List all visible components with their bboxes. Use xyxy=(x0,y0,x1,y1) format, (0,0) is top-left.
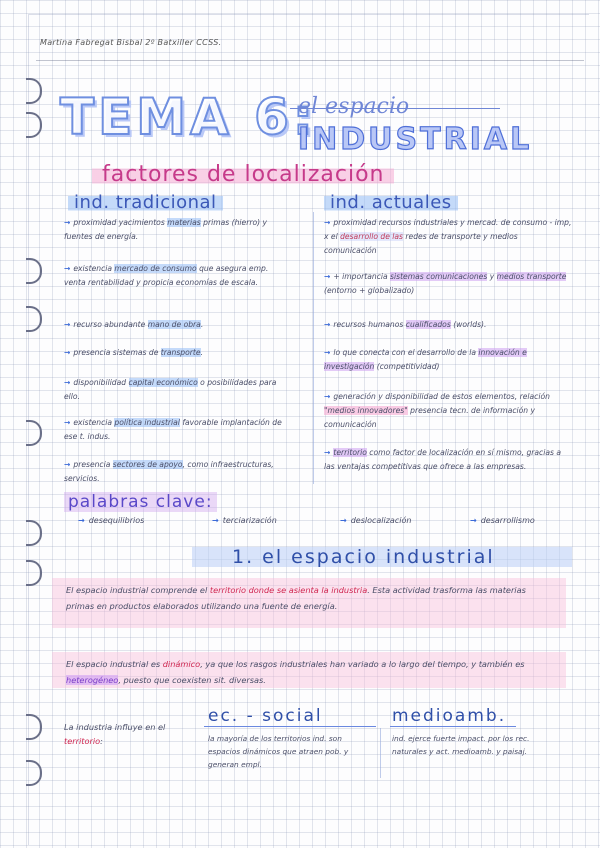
list-item: → recursos humanos cualificados (worlds). xyxy=(324,320,487,329)
header-divider xyxy=(36,60,584,61)
influence-label: La industria influye en el territorio: xyxy=(64,722,166,746)
list-item: → proximidad yacimientos materias primas (hierro) y fuentes de energía. xyxy=(64,218,267,241)
list-item: → generación y disponibilidad de estos elementos, relación "medios innovadores" presencia tecn. de información y comunicación xyxy=(324,392,550,429)
sub-column-divider xyxy=(380,728,381,778)
medioamb-underline xyxy=(390,726,516,727)
ec-social-heading: ec. - social xyxy=(208,706,323,726)
factores-heading: factores de localización xyxy=(92,162,394,187)
paragraph-dynamics: El espacio industrial es dinámico, ya que los rasgos industriales han variado a lo largo del tiempo, y también es heterogéneo, puesto que coexisten sit. diversas. xyxy=(66,659,525,685)
tema-title: TEMA 6: xyxy=(60,88,317,146)
list-item: → proximidad recursos industriales y mercad. de consumo - imp, x el desarrollo de las redes de transporte y medios comunicación xyxy=(324,218,572,255)
keyword-item: → deslocalización xyxy=(340,516,412,525)
list-item: → existencia política industrial favorable implantación de ese t. indus. xyxy=(64,418,282,441)
keyword-item: → desarrollismo xyxy=(470,516,535,525)
keyword-item: → desequilibrios xyxy=(78,516,145,525)
subtitle-big: INDUSTRIAL xyxy=(298,122,533,157)
list-item: → disponibilidad capital económico o posibilidades para ello. xyxy=(64,378,277,401)
author-header: Martina Fabregat Bisbal 2º Batxiller CCSS. xyxy=(40,38,222,47)
keyword-item: → terciarización xyxy=(212,516,277,525)
paragraph-definition: El espacio industrial comprende el territorio donde se asienta la industria. Esta actividad trasforma las materias primas en productos elaborados utilizando una fuente de energía. xyxy=(66,585,526,611)
right-column-heading: ind. actuales xyxy=(324,192,458,213)
ec-social-underline xyxy=(204,726,376,727)
section-title: 1. el espacio industrial xyxy=(232,546,495,568)
keywords-heading: palabras clave: xyxy=(64,492,217,512)
list-item: → presencia sectores de apoyo, como infraestructuras, servicios. xyxy=(64,460,274,483)
subtitle-underline xyxy=(290,108,500,109)
list-item: → recurso abundante mano de obra. xyxy=(64,320,204,329)
column-divider xyxy=(313,212,314,484)
list-item: → existencia mercado de consumo que asegura emp. venta rentabilidad y propicia economías de escala. xyxy=(64,264,269,287)
left-column-heading: ind. tradicional xyxy=(68,192,223,213)
list-item: → lo que conecta con el desarrollo de la innovación e investigación (competitividad) xyxy=(324,348,527,371)
list-item: → presencia sistemas de transporte. xyxy=(64,348,203,357)
medioamb-heading: medioamb. xyxy=(392,706,507,726)
medioamb-text: ind. ejerce fuerte impact. por los rec. naturales y act. medioamb. y paisaj. xyxy=(392,734,530,756)
list-item: → + importancia sistemas comunicaciones y medios transporte (entorno + globalizado) xyxy=(324,272,567,295)
ec-social-text: la mayoría de los territorios ind. son espacios dinámicos que atraen pob. y generan empl. xyxy=(208,734,349,769)
subtitle-small: el espacio xyxy=(298,94,410,119)
list-item: → territorio como factor de localización en sí mismo, gracias a las ventajas competitivas que ofrece a las empresas. xyxy=(324,448,562,471)
